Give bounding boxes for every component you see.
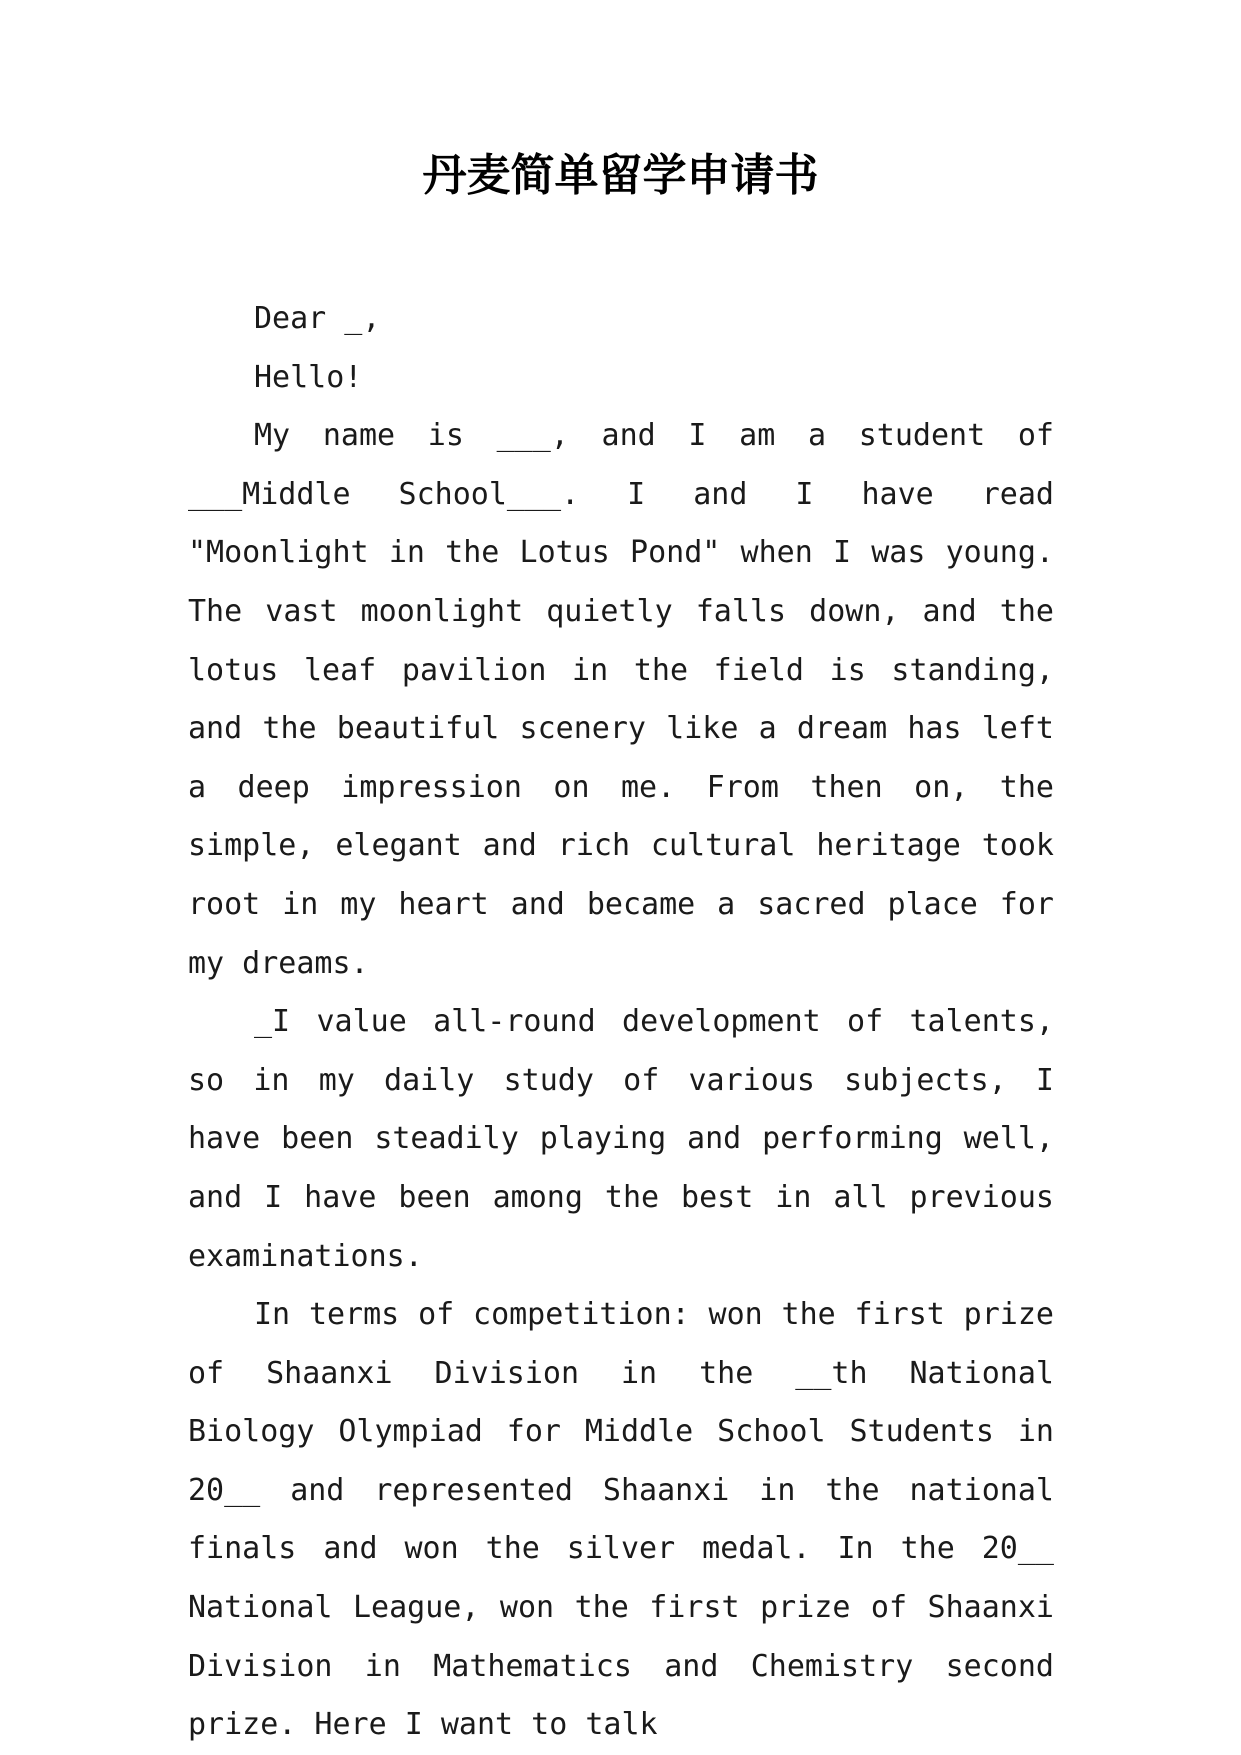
- competition-paragraph: In terms of competition: won the first prize of Shaanxi Division in the __th National Biology Olympiad for Middle School Students in 20__ and represented Shaanxi in the national finals and won the silver medal. In the 20__ National League, won the first prize of Shaanxi Division in Mathematics and Chemistry second prize. Here I want to talk: [188, 1297, 1054, 1743]
- study-paragraph: _I value all-round development of talents, so in my daily study of various subjects, I have been steadily playing and performing well, and I have been among the best in all previous examinations.: [188, 1004, 1054, 1274]
- document-title: 丹麦简单留学申请书: [422, 150, 819, 201]
- document-body: [188, 290, 1054, 1755]
- hello-line: Hello!: [254, 359, 363, 395]
- greeting-line: Dear _,: [254, 301, 381, 336]
- introduction-paragraph: My name is ___, and I am a student of ___Middle School___. I and I have read "Moonlight in the Lotus Pond" when I was young. The vast moonlight quietly falls down, and the lotus leaf pavilion in the field is standing, and the beautiful scenery like a dream has left a deep impression on me. From then on, the simple, elegant and rich cultural heritage took root in my heart and became a sacred place for my dreams.: [188, 418, 1054, 981]
